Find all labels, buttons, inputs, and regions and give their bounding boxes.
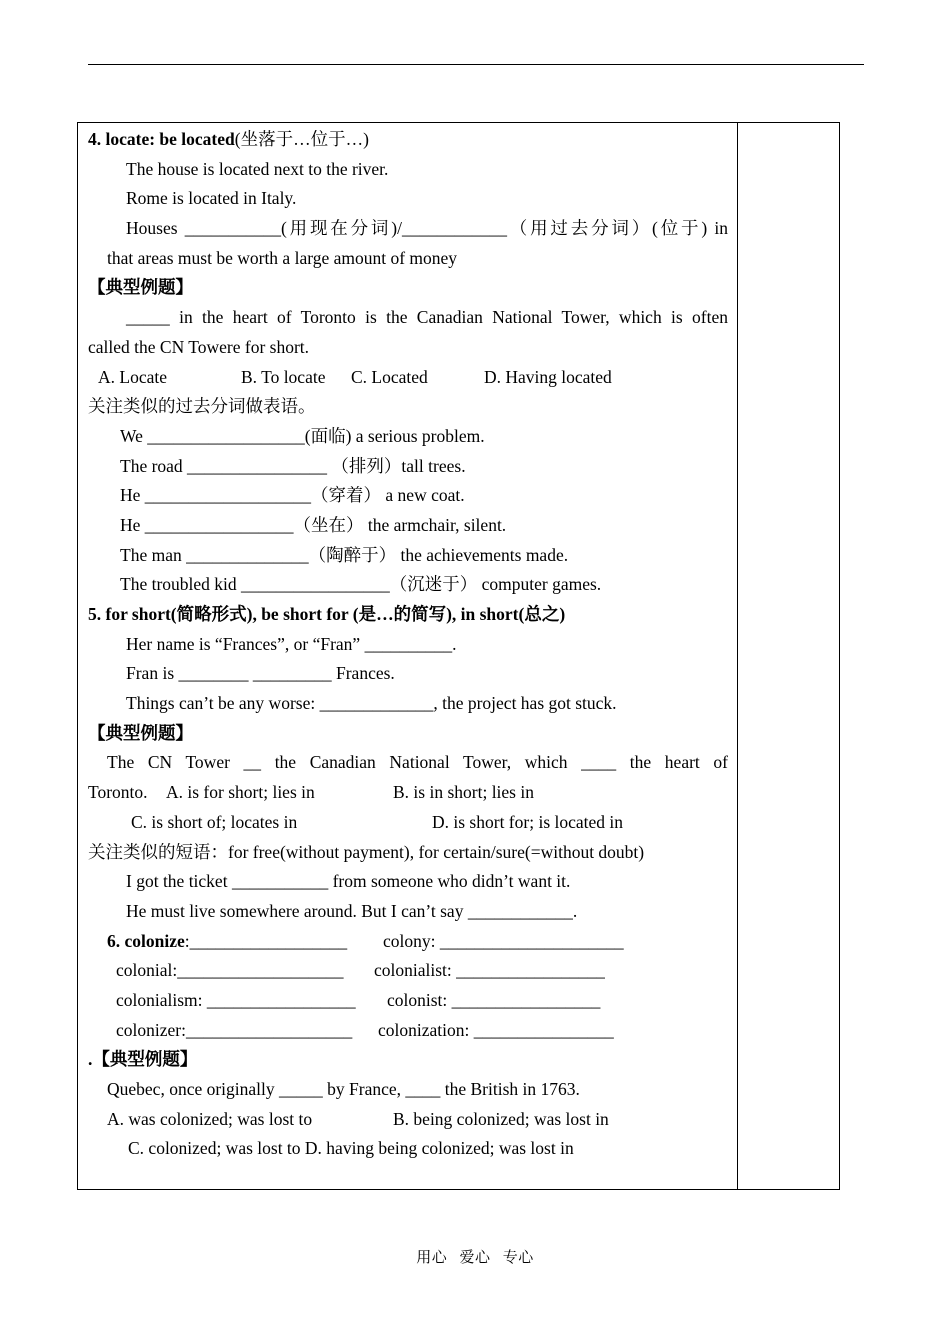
section4-example-3: Houses ___________(用现在分词)/____________（用过去分词）(位于) in <box>126 218 728 239</box>
section5-options <box>88 808 728 838</box>
word-colonialism: colonialism: _________________ <box>116 989 356 1010</box>
word-colonizer: colonizer:___________________ <box>116 1019 353 1040</box>
section4-heading: 4. locate: be located(坐落于…位于…) <box>88 129 369 149</box>
practice-line: He must live somewhere around. But I can’t say ____________. <box>126 900 578 921</box>
word-colonist: colonist: _________________ <box>387 989 601 1010</box>
worksheet-content <box>88 125 728 1164</box>
word-colony: colony: _____________________ <box>383 930 624 951</box>
section4-options <box>88 363 728 393</box>
option-c: C. Located <box>351 366 428 387</box>
section5-example-3: Things can’t be any worse: _____________, the project has got stuck. <box>126 693 617 714</box>
practice-line: He ___________________（穿着） a new coat. <box>120 485 465 506</box>
word-colonialist: colonialist: _________________ <box>374 960 605 981</box>
section5-heading: 5. for short(简略形式), be short for (是…的简写), in short(总之) <box>88 604 566 624</box>
option-d: D. Having located <box>484 366 612 387</box>
section6-options-ab <box>88 1105 728 1135</box>
option-b: B. is in short; lies in <box>393 782 534 803</box>
header-rule <box>88 64 864 65</box>
section6-heading: 6. colonize:__________________ colony: _____________________ <box>88 927 728 957</box>
section6-example-title: .【典型例题】 <box>88 1049 198 1070</box>
table-column-divider <box>737 122 738 1190</box>
section4-example-3-cont: that areas must be worth a large amount of money <box>107 247 458 268</box>
word-form-row <box>88 986 728 1016</box>
practice-line: The troubled kid _________________（沉迷于） computer games. <box>120 574 602 595</box>
section4-example-1: The house is located next to the river. <box>126 158 389 179</box>
section5-note: 关注类似的短语：for free(without payment), for certain/sure(=without doubt) <box>88 841 645 862</box>
section4-note: 关注类似的过去分词做表语。 <box>88 396 316 417</box>
option-b: B. being colonized; was lost in <box>393 1108 609 1129</box>
word-form-row <box>88 1016 728 1046</box>
option-c: C. is short of; locates in <box>131 811 298 832</box>
section6-question: Quebec, once originally _____ by France, ____ the British in 1763. <box>107 1079 580 1099</box>
practice-line: The man ______________（陶醉于） the achievements made. <box>120 544 569 565</box>
page-footer: 用心 爱心 专心 <box>416 1250 534 1266</box>
word-form-row <box>88 956 728 986</box>
practice-line: I got the ticket ___________ from someone who didn’t want it. <box>126 871 571 892</box>
section5-question: The CN Tower __ the Canadian National Tower, which ____ the heart of <box>107 752 728 773</box>
option-d: D. is short for; is located in <box>432 811 624 832</box>
option-a: A. was colonized; was lost to <box>107 1108 313 1129</box>
practice-line: He _________________（坐在） the armchair, silent. <box>120 514 507 535</box>
option-b: B. To locate <box>241 366 326 387</box>
practice-line: We __________________(面临) a serious problem. <box>120 425 485 446</box>
section5-example-2: Fran is ________ _________ Frances. <box>126 663 395 684</box>
section5-example-title: 【典型例题】 <box>88 722 193 743</box>
section5-example-1: Her name is “Frances”, or “Fran” __________. <box>126 633 457 654</box>
section4-question-cont: called the CN Towere for short. <box>88 336 310 357</box>
option-a: A. Locate <box>98 366 167 387</box>
practice-line: The road ________________ （排列）tall trees. <box>120 455 466 476</box>
section4-example-title: 【典型例题】 <box>88 277 193 298</box>
option-a: A. is for short; lies in <box>166 782 315 803</box>
word-colonial: colonial:___________________ <box>116 960 344 981</box>
section5-question-cont: Toronto. A. is for short; lies in B. is in short; lies in <box>88 778 728 808</box>
section6-options-cd: C. colonized; was lost to D. having being colonized; was lost in <box>128 1138 574 1159</box>
word-colonization: colonization: ________________ <box>378 1019 614 1040</box>
section4-question: _____ in the heart of Toronto is the Canadian National Tower, which is often <box>126 307 728 328</box>
section4-example-2: Rome is located in Italy. <box>126 188 297 209</box>
